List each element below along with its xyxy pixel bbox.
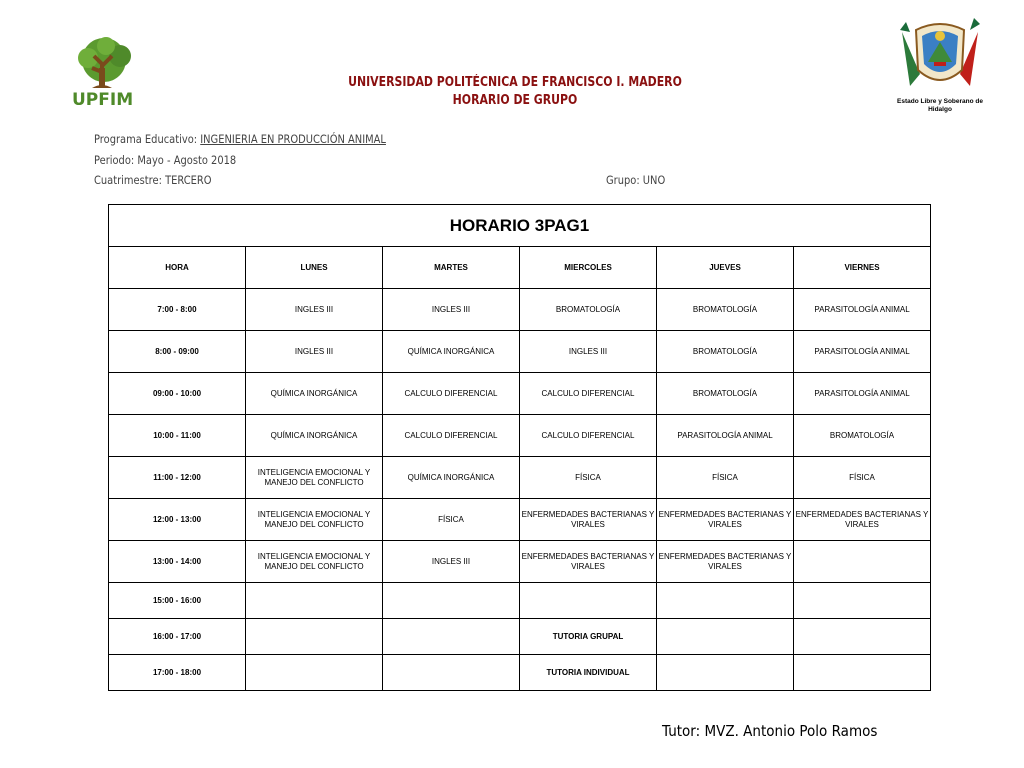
class-cell: INGLES III (383, 541, 520, 583)
class-cell: ENFERMEDADES BACTERIANAS Y VIRALES (520, 541, 657, 583)
class-cell: BROMATOLOGÍA (657, 331, 794, 373)
hour-cell: 13:00 - 14:00 (109, 541, 246, 583)
class-cell: QUÍMICA INORGÁNICA (246, 373, 383, 415)
header-miercoles: MIERCOLES (520, 247, 657, 289)
header-martes: MARTES (383, 247, 520, 289)
class-cell (246, 655, 383, 691)
schedule-table (108, 204, 931, 691)
upfim-logo-text: UPFIM (72, 90, 134, 110)
cuatrimestre-label: Cuatrimestre: (94, 173, 162, 187)
tutoria-individual-cell: TUTORIA INDIVIDUAL (520, 655, 657, 691)
class-cell (794, 541, 931, 583)
class-cell: FÍSICA (383, 499, 520, 541)
class-cell (794, 583, 931, 619)
tutor-name: Tutor: MVZ. Antonio Polo Ramos (662, 722, 878, 740)
hour-cell: 16:00 - 17:00 (109, 619, 246, 655)
table-row (109, 499, 931, 541)
class-cell (794, 619, 931, 655)
class-cell (383, 619, 520, 655)
class-cell: ENFERMEDADES BACTERIANAS Y VIRALES (520, 499, 657, 541)
class-cell: INGLES III (246, 289, 383, 331)
grupo-value: UNO (642, 173, 666, 187)
hour-cell: 7:00 - 8:00 (109, 289, 246, 331)
class-cell: BROMATOLOGÍA (657, 373, 794, 415)
class-cell: CALCULO DIFERENCIAL (383, 415, 520, 457)
cuatrimestre-line (94, 173, 212, 187)
class-cell: INTELIGENCIA EMOCIONAL Y MANEJO DEL CONFLICTO (246, 457, 383, 499)
hour-cell: 10:00 - 11:00 (109, 415, 246, 457)
programa-value: INGENIERIA EN PRODUCCIÓN ANIMAL (200, 132, 386, 146)
table-row (109, 373, 931, 415)
header-row (109, 247, 931, 289)
class-cell: PARASITOLOGÍA ANIMAL (657, 415, 794, 457)
university-name: UNIVERSIDAD POLITÉCNICA DE FRANCISCO I. MADERO (348, 75, 682, 90)
table-row (109, 655, 931, 691)
class-cell: QUÍMICA INORGÁNICA (383, 331, 520, 373)
cuatrimestre-value: TERCERO (165, 173, 212, 187)
document-header (334, 74, 695, 110)
class-cell: BROMATOLOGÍA (794, 415, 931, 457)
class-cell: INGLES III (383, 289, 520, 331)
class-cell: CALCULO DIFERENCIAL (520, 415, 657, 457)
table-row (109, 415, 931, 457)
class-cell: INTELIGENCIA EMOCIONAL Y MANEJO DEL CONFLICTO (246, 499, 383, 541)
programa-label: Programa Educativo: (94, 132, 198, 146)
hour-cell: 17:00 - 18:00 (109, 655, 246, 691)
header-hora: HORA (109, 247, 246, 289)
class-cell (246, 619, 383, 655)
class-cell: BROMATOLOGÍA (520, 289, 657, 331)
grupo-line (606, 173, 665, 187)
class-cell: PARASITOLOGÍA ANIMAL (794, 373, 931, 415)
header-viernes: VIERNES (794, 247, 931, 289)
class-cell: ENFERMEDADES BACTERIANAS Y VIRALES (657, 541, 794, 583)
class-cell: INTELIGENCIA EMOCIONAL Y MANEJO DEL CONFLICTO (246, 541, 383, 583)
class-cell: PARASITOLOGÍA ANIMAL (794, 289, 931, 331)
table-row (109, 331, 931, 373)
class-cell: ENFERMEDADES BACTERIANAS Y VIRALES (794, 499, 931, 541)
hour-cell: 09:00 - 10:00 (109, 373, 246, 415)
hour-cell: 15:00 - 16:00 (109, 583, 246, 619)
table-row (109, 457, 931, 499)
periodo-line: Periodo: Mayo - Agosto 2018 (94, 153, 237, 167)
tutoria-grupal-cell: TUTORIA GRUPAL (520, 619, 657, 655)
class-cell (657, 655, 794, 691)
coat-of-arms-icon (896, 14, 984, 94)
class-cell: FÍSICA (794, 457, 931, 499)
class-cell: INGLES III (246, 331, 383, 373)
class-cell: PARASITOLOGÍA ANIMAL (794, 331, 931, 373)
table-row (109, 583, 931, 619)
class-cell: CALCULO DIFERENCIAL (383, 373, 520, 415)
hour-cell: 8:00 - 09:00 (109, 331, 246, 373)
class-cell: QUÍMICA INORGÁNICA (383, 457, 520, 499)
class-cell (520, 583, 657, 619)
hour-cell: 12:00 - 13:00 (109, 499, 246, 541)
class-cell (246, 583, 383, 619)
class-cell (383, 655, 520, 691)
table-row (109, 541, 931, 583)
class-cell: FÍSICA (520, 457, 657, 499)
class-cell: INGLES III (520, 331, 657, 373)
class-cell (383, 583, 520, 619)
class-cell: FÍSICA (657, 457, 794, 499)
hour-cell: 11:00 - 12:00 (109, 457, 246, 499)
class-cell (657, 583, 794, 619)
schedule-title: HORARIO 3PAG1 (109, 205, 931, 247)
upfim-logo (68, 34, 148, 114)
hidalgo-seal (896, 14, 984, 94)
seal-caption: Estado Libre y Soberano de Hidalgo (897, 98, 983, 113)
table-row (109, 619, 931, 655)
document-title: HORARIO DE GRUPO (452, 93, 578, 108)
class-cell: ENFERMEDADES BACTERIANAS Y VIRALES (657, 499, 794, 541)
class-cell (657, 619, 794, 655)
grupo-label: Grupo: (606, 173, 640, 187)
class-cell: CALCULO DIFERENCIAL (520, 373, 657, 415)
class-cell: QUÍMICA INORGÁNICA (246, 415, 383, 457)
header-jueves: JUEVES (657, 247, 794, 289)
table-row (109, 289, 931, 331)
header-lunes: LUNES (246, 247, 383, 289)
class-cell: BROMATOLOGÍA (657, 289, 794, 331)
class-cell (794, 655, 931, 691)
programa-line (94, 132, 386, 146)
